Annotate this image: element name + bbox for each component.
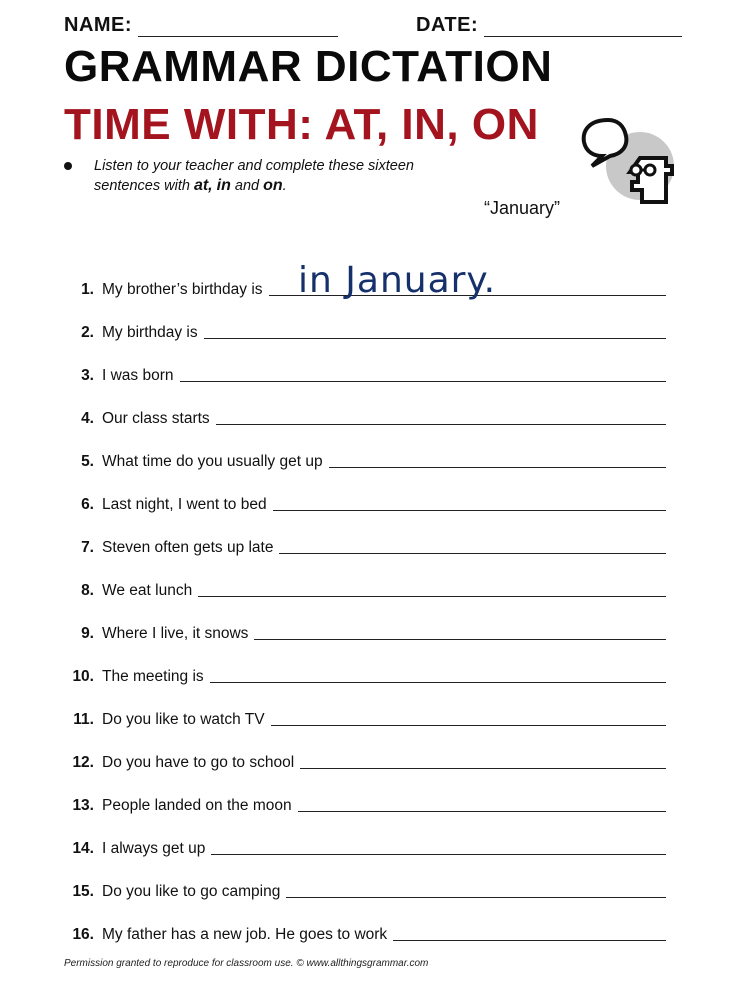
- sentence-text: Do you like to go camping: [102, 883, 281, 900]
- sentence-row: [60, 643, 666, 686]
- sentence-text: People landed on the moon: [102, 797, 292, 814]
- sentence-number: 6.: [81, 496, 94, 513]
- sentence-number: 8.: [81, 582, 94, 599]
- page-title: GRAMMAR DICTATION: [64, 42, 553, 91]
- sentence-row: [60, 600, 666, 643]
- answer-blank[interactable]: [254, 638, 666, 640]
- answer-blank[interactable]: [216, 423, 666, 425]
- answer-blank[interactable]: [204, 337, 666, 339]
- sentence-row: [60, 256, 666, 299]
- answer-blank[interactable]: [210, 681, 666, 683]
- sentence-number: 11.: [73, 711, 94, 728]
- sentence-row: [60, 772, 666, 815]
- sentence-number: 9.: [81, 625, 94, 642]
- sentence-text: My birthday is: [102, 324, 198, 341]
- page-subtitle: TIME WITH: AT, IN, ON: [64, 100, 539, 149]
- sentence-text: Do you have to go to school: [102, 754, 295, 771]
- sentence-row: [60, 385, 666, 428]
- instructions: [64, 156, 484, 196]
- sentence-row: [60, 471, 666, 514]
- sentence-row: [60, 686, 666, 729]
- sentence-row: [60, 815, 666, 858]
- answer-blank[interactable]: [279, 552, 666, 554]
- speaking-person-icon: [578, 118, 678, 210]
- sentence-text: The meeting is: [102, 668, 204, 685]
- bullet-icon: [64, 162, 72, 170]
- sentence-text: Steven often gets up late: [102, 539, 274, 556]
- sentence-number: 15.: [72, 883, 94, 900]
- date-field: [416, 14, 682, 37]
- name-field: [64, 14, 338, 37]
- sentence-row: [60, 342, 666, 385]
- sentence-row: [60, 557, 666, 600]
- dictation-word: “January”: [484, 198, 561, 218]
- date-input-line[interactable]: [484, 18, 682, 37]
- answer-blank[interactable]: [329, 466, 666, 468]
- answer-blank[interactable]: [286, 896, 666, 898]
- sentence-text: Where I live, it snows: [102, 625, 249, 642]
- sentence-row: [60, 299, 666, 342]
- sentence-number: 16.: [72, 926, 94, 943]
- answer-blank[interactable]: [180, 380, 666, 382]
- sentence-text: Do you like to watch TV: [102, 711, 265, 728]
- instruction-text: Listen to your teacher and complete these sixteen sentences with at, in and on.: [94, 158, 414, 194]
- sentence-text: What time do you usually get up: [102, 453, 323, 470]
- sentence-number: 3.: [81, 367, 94, 384]
- answer-blank[interactable]: [271, 724, 666, 726]
- answer-blank[interactable]: [211, 853, 666, 855]
- sentence-row: [60, 858, 666, 901]
- sentence-text: I was born: [102, 367, 174, 384]
- sentence-text: My father has a new job. He goes to work: [102, 926, 388, 943]
- name-input-line[interactable]: [138, 18, 338, 37]
- sentence-number: 2.: [81, 324, 94, 341]
- date-label: DATE:: [416, 14, 479, 36]
- sentence-row: [60, 514, 666, 557]
- answer-blank[interactable]: [198, 595, 666, 597]
- sentence-number: 12.: [72, 754, 94, 771]
- sentence-row: [60, 729, 666, 772]
- sentence-text: Our class starts: [102, 410, 210, 427]
- sentence-text: Last night, I went to bed: [102, 496, 267, 513]
- answer-blank[interactable]: [273, 509, 666, 511]
- sentence-number: 1.: [81, 281, 94, 298]
- sentence-row: [60, 901, 666, 944]
- sentence-number: 5.: [81, 453, 94, 470]
- name-label: NAME:: [64, 14, 133, 36]
- sentence-number: 4.: [81, 410, 94, 427]
- answer-blank[interactable]: [300, 767, 666, 769]
- sentence-number: 10.: [72, 668, 94, 685]
- sentence-number: 7.: [81, 539, 94, 556]
- handwritten-answer: in January.: [298, 260, 497, 301]
- sentence-row: [60, 428, 666, 471]
- footer-copyright: Permission granted to reproduce for classroom use. © www.allthingsgrammar.com: [64, 958, 429, 969]
- sentence-list: [60, 256, 666, 944]
- sentence-text: I always get up: [102, 840, 206, 857]
- sentence-number: 14.: [72, 840, 94, 857]
- answer-blank[interactable]: [298, 810, 666, 812]
- sentence-text: We eat lunch: [102, 582, 193, 599]
- sentence-number: 13.: [72, 797, 94, 814]
- answer-blank[interactable]: [393, 939, 666, 941]
- sentence-text: My brother’s birthday is: [102, 281, 263, 298]
